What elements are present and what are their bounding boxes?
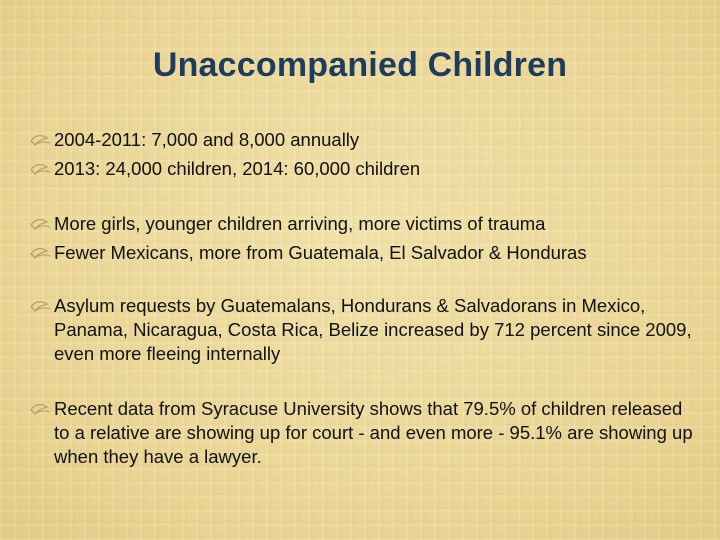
scroll-bullet-icon <box>28 399 54 419</box>
bullet-item <box>28 212 700 236</box>
bullet-text: More girls, younger children arriving, more victims of trauma <box>54 213 546 234</box>
bullet-text: 2004-2011: 7,000 and 8,000 annually <box>54 129 360 150</box>
bullet-item <box>28 157 700 181</box>
scroll-bullet-icon <box>28 214 54 234</box>
bullet-text: 2013: 24,000 children, 2014: 60,000 children <box>54 158 421 179</box>
scroll-bullet-icon <box>28 159 54 179</box>
bullet-text: Asylum requests by Guatemalans, Hondurans & Salvadorans in Mexico, Panama, Nicaragua, Costa Rica, Belize increased by 712 percent since 2009, even more fleeing internally <box>54 295 692 364</box>
bullet-item <box>28 397 700 469</box>
bullet-item <box>28 128 700 152</box>
scroll-bullet-icon <box>28 130 54 150</box>
bullet-text: Fewer Mexicans, more from Guatemala, El Salvador & Honduras <box>54 242 587 263</box>
scroll-bullet-icon <box>28 296 54 316</box>
bullet-text: Recent data from Syracuse University shows that 79.5% of children released to a relative are showing up for court - and even more - 95.1% are showing up when they have a lawyer. <box>54 398 693 467</box>
bullet-item <box>28 294 700 366</box>
bullet-item <box>28 241 700 265</box>
scroll-bullet-icon <box>28 243 54 263</box>
slide-title: Unaccompanied Children <box>152 46 568 84</box>
